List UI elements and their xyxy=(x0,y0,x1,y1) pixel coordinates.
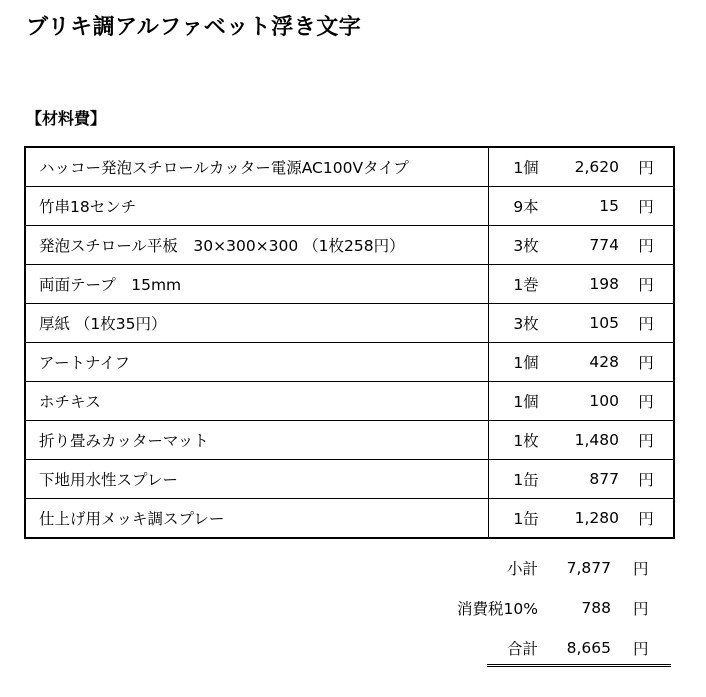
item-price: 1,280 xyxy=(574,509,619,527)
table-row xyxy=(26,459,673,498)
table-row xyxy=(26,186,673,225)
tax-row xyxy=(0,589,706,627)
item-quantity: 1枚 xyxy=(513,432,539,450)
item-price: 877 xyxy=(589,470,619,488)
total-double-underline xyxy=(487,664,671,667)
tax-value: 788 xyxy=(581,599,611,617)
item-price: 428 xyxy=(589,353,619,371)
subtotal-unit: 円 xyxy=(633,560,649,578)
item-price: 1,480 xyxy=(574,431,619,449)
item-price: 198 xyxy=(589,275,619,293)
item-name: ホチキス xyxy=(26,382,489,420)
table-row xyxy=(26,225,673,264)
subtotal-label: 小計 xyxy=(506,560,538,578)
item-name: アートナイフ xyxy=(26,343,489,381)
item-price: 774 xyxy=(589,236,619,254)
table-row xyxy=(26,420,673,459)
item-unit: 円 xyxy=(638,354,654,372)
item-name: 仕上げ用メッキ調スプレー xyxy=(26,499,489,537)
item-quantity: 1個 xyxy=(513,393,539,411)
item-name: 厚紙 （1枚35円） xyxy=(26,304,489,342)
table-row xyxy=(26,498,673,537)
materials-table xyxy=(24,146,675,539)
item-unit: 円 xyxy=(638,393,654,411)
item-quantity: 1巻 xyxy=(513,276,539,294)
item-unit: 円 xyxy=(638,276,654,294)
item-price: 15 xyxy=(599,197,619,215)
tax-unit: 円 xyxy=(633,600,649,618)
item-unit: 円 xyxy=(638,471,654,489)
item-name: 両面テープ 15mm xyxy=(26,265,489,303)
item-unit: 円 xyxy=(638,510,654,528)
item-unit: 円 xyxy=(638,159,654,177)
total-label: 合計 xyxy=(506,640,538,658)
item-quantity: 3枚 xyxy=(513,237,539,255)
document-title: ブリキ調アルファベット浮き文字 xyxy=(26,15,362,40)
section-label: 【材料費】 xyxy=(26,109,107,128)
table-row xyxy=(26,303,673,342)
item-quantity: 9本 xyxy=(513,198,539,216)
total-unit: 円 xyxy=(633,640,649,658)
total-value: 8,665 xyxy=(566,639,611,657)
item-name: 竹串18センチ xyxy=(26,187,489,225)
item-unit: 円 xyxy=(638,198,654,216)
table-row xyxy=(26,381,673,420)
tax-label: 消費税10% xyxy=(457,600,538,618)
item-unit: 円 xyxy=(638,315,654,333)
item-quantity: 3枚 xyxy=(513,315,539,333)
item-name: 発泡スチロール平板 30×300×300 （1枚258円） xyxy=(26,226,489,264)
item-price: 100 xyxy=(589,392,619,410)
item-quantity: 1個 xyxy=(513,354,539,372)
subtotal-row xyxy=(0,549,706,587)
item-price: 2,620 xyxy=(574,158,619,176)
table-row xyxy=(26,342,673,381)
table-row xyxy=(26,148,673,186)
item-quantity: 1個 xyxy=(513,159,539,177)
item-name: 折り畳みカッターマット xyxy=(26,421,489,459)
item-price: 105 xyxy=(589,314,619,332)
total-row xyxy=(0,629,706,667)
item-name: 下地用水性スプレー xyxy=(26,460,489,498)
item-quantity: 1缶 xyxy=(513,471,539,489)
item-name: ハッコー発泡スチロールカッター電源AC100Vタイプ xyxy=(26,148,489,186)
subtotal-value: 7,877 xyxy=(566,559,611,577)
item-unit: 円 xyxy=(638,432,654,450)
table-row xyxy=(26,264,673,303)
item-unit: 円 xyxy=(638,237,654,255)
item-quantity: 1缶 xyxy=(513,510,539,528)
